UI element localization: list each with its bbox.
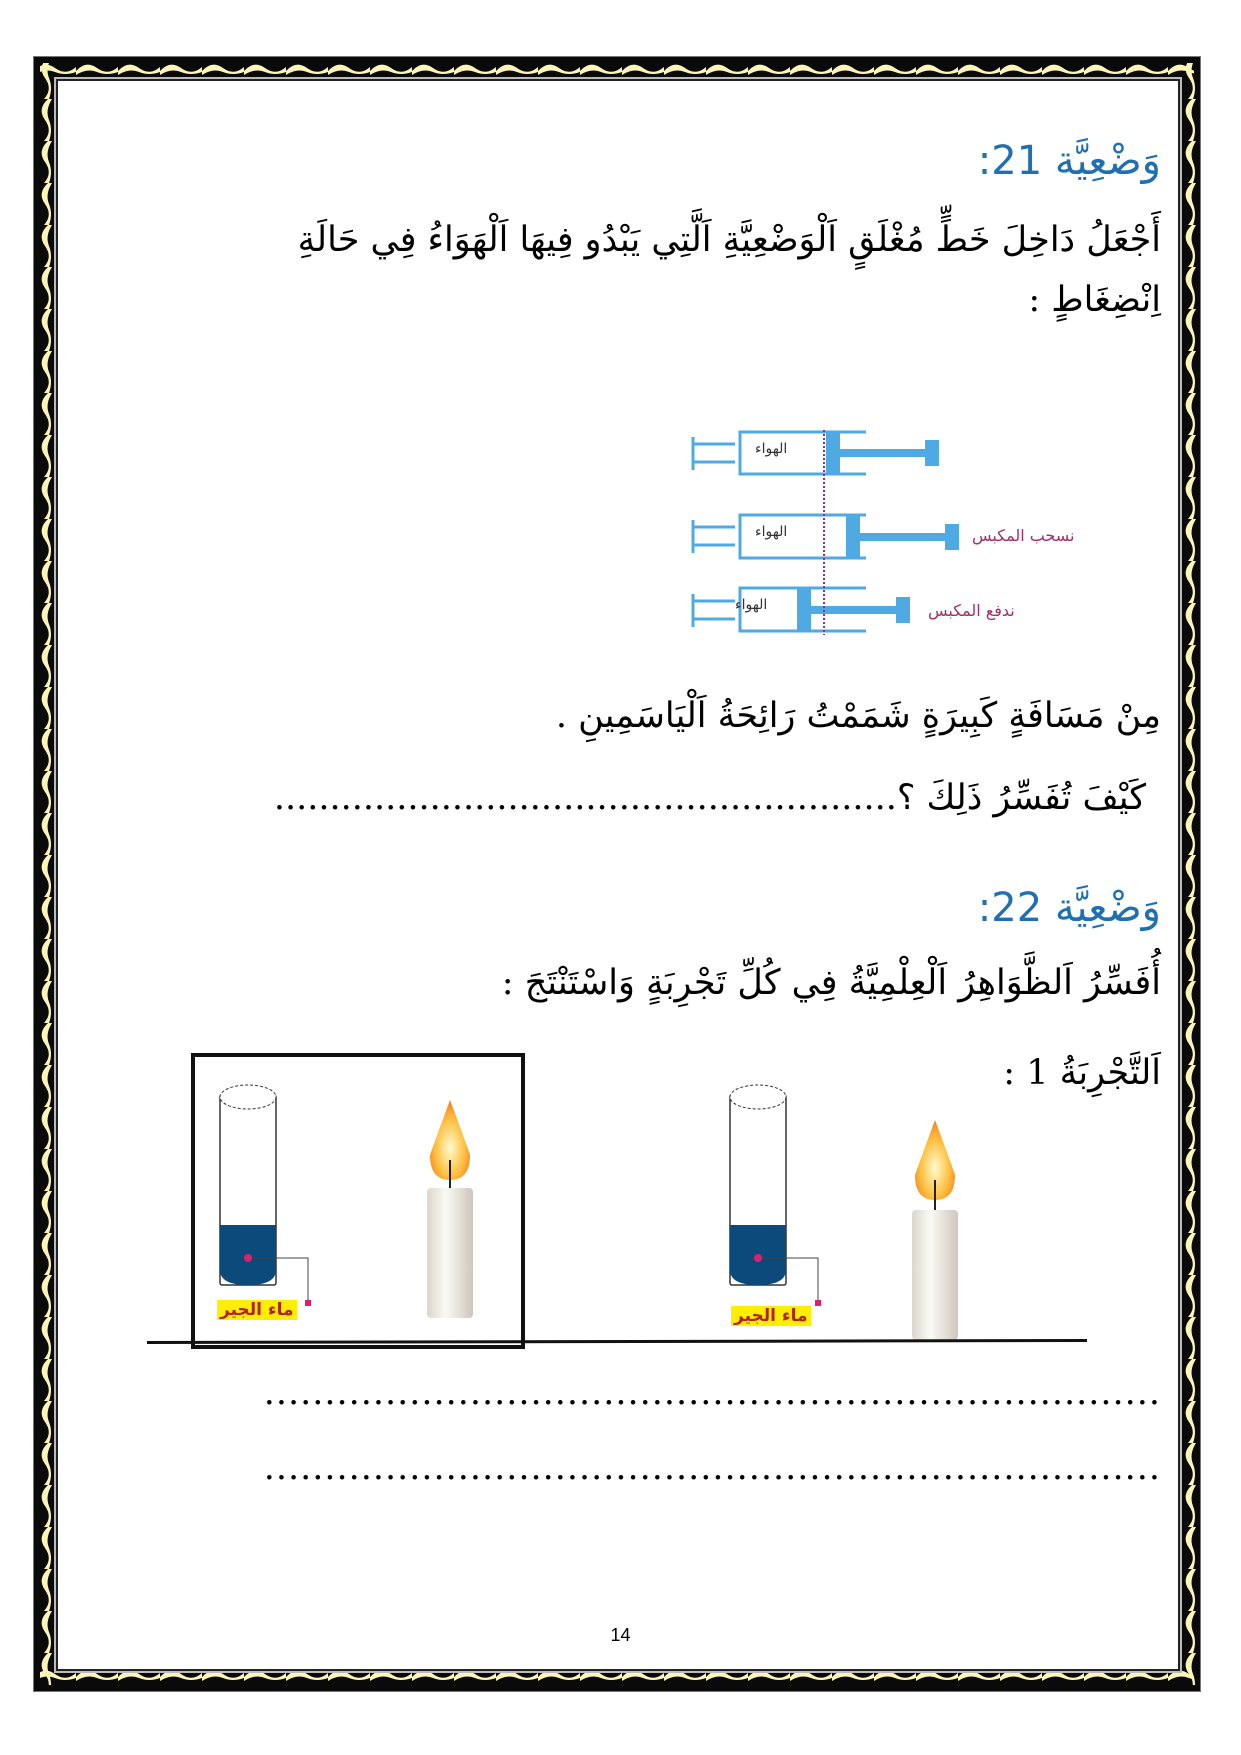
limewater-label-left: ماء الجير (217, 1300, 297, 1320)
candle-right-icon (900, 1120, 970, 1350)
page-content-area (56, 79, 1180, 1671)
situation-21-instruction-line1: أَجْعَلُ دَاخِلَ خَطٍّ مُغْلَقٍ اَلْوَضْعِيَّةِ اَلَّتِي يَبْدُو فِيهَا اَلْهَوَاءُ فِي حَالَةِ (297, 220, 1161, 260)
test-tube-left (210, 1075, 320, 1315)
syringe-3-air-label: الهواء (735, 597, 768, 613)
situation-21-statement: مِنْ مَسَافَةٍ كَبِيرَةٍ شَمَمْتُ رَائِحَةُ اَلْيَاسَمِينِ . (555, 696, 1161, 736)
limewater-label-right: ماء الجير (731, 1306, 811, 1326)
answer-line-2[interactable]: .......................................................................... (263, 1448, 1161, 1488)
situation-21-question: كَيْفَ تُفَسِّرُ ذَلِكَ ؟........................................................ (273, 778, 1146, 818)
experiment-1-label: اَلتَّجْرِبَةُ 1 : (1003, 1053, 1161, 1093)
pull-piston-label: نسحب المكبس (972, 526, 1075, 545)
situation-22-instruction: أُفَسِّرُ اَلظَّوَاهِرُ اَلْعِلْمِيَّةُ فِي كُلِّ تَجْرِبَةٍ وَاسْتَنْتَجَ : (501, 963, 1161, 1003)
test-tube-right (720, 1075, 830, 1315)
answer-dots[interactable]: ........................................................ (273, 778, 897, 818)
situation-21-instruction-line2: اِنْضِغَاطٍ : (1028, 280, 1161, 320)
page-number: 14 (610, 1625, 631, 1645)
syringe-2-air-label: الهواء (755, 524, 788, 540)
syringe-1-air-label: الهواء (755, 441, 788, 457)
situation-22-heading: وَضْعِيَّة 22: (977, 885, 1161, 931)
situation-21-heading: وَضْعِيَّة 21: (977, 138, 1161, 184)
answer-line-1[interactable]: .......................................................................... (263, 1373, 1161, 1413)
push-piston-label: ندفع المكبس (928, 601, 1015, 620)
candle-left-icon (415, 1100, 485, 1330)
